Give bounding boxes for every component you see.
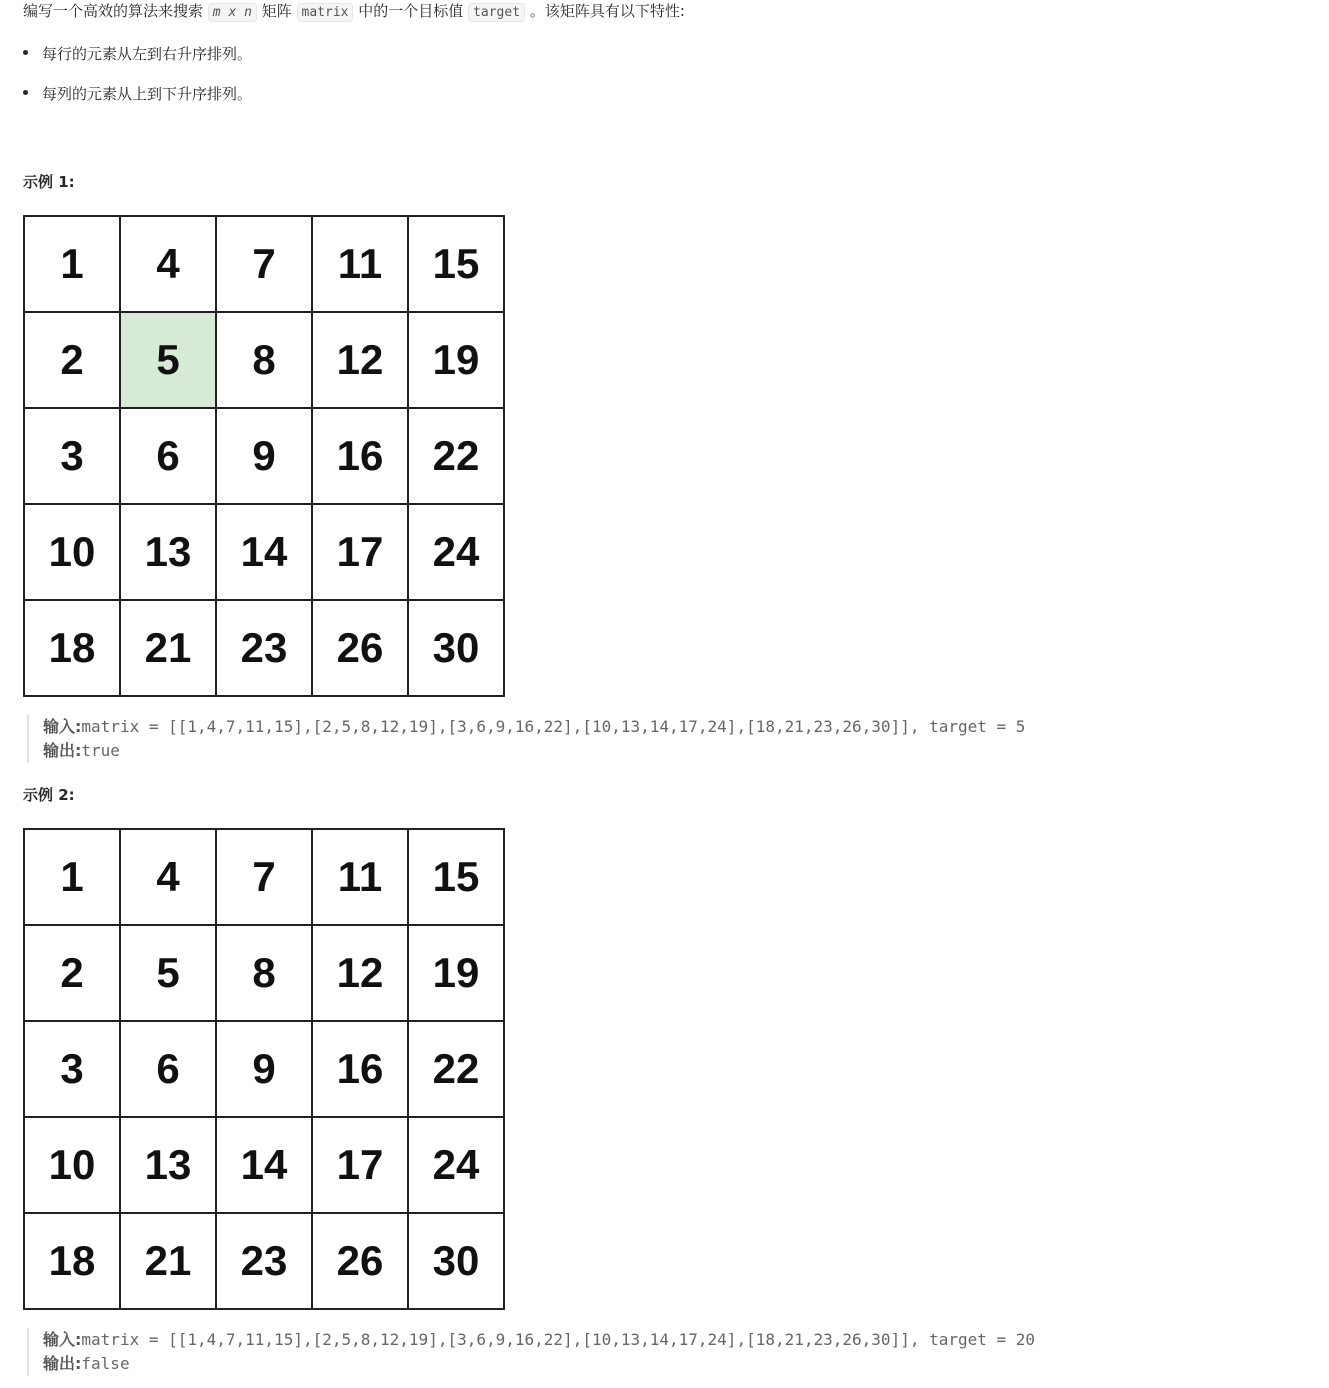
matrix-cell: 13 bbox=[121, 505, 217, 601]
code-target: target bbox=[468, 3, 525, 22]
matrix-cell: 8 bbox=[217, 313, 313, 409]
matrix-cell: 14 bbox=[217, 1118, 313, 1214]
matrix-cell: 2 bbox=[25, 313, 121, 409]
matrix-cell-highlighted: 5 bbox=[121, 313, 217, 409]
matrix-cell: 5 bbox=[121, 926, 217, 1022]
example-1-title: 示例 1: bbox=[23, 173, 75, 191]
example-2-input-line bbox=[43, 1328, 1035, 1352]
matrix-cell: 17 bbox=[313, 1118, 409, 1214]
matrix-cell: 13 bbox=[121, 1118, 217, 1214]
matrix-cell: 15 bbox=[409, 217, 505, 313]
matrix-cell: 10 bbox=[25, 505, 121, 601]
matrix-cell: 15 bbox=[409, 830, 505, 926]
bullet-text: 每行的元素从左到右升序排列。 bbox=[42, 45, 253, 63]
example-1-output-line bbox=[43, 739, 1025, 763]
matrix-cell: 7 bbox=[217, 217, 313, 313]
intro-text-1: 编写一个高效的算法来搜索 bbox=[23, 2, 204, 20]
matrix-cell: 8 bbox=[217, 926, 313, 1022]
matrix-cell: 23 bbox=[217, 1214, 313, 1310]
matrix-cell: 22 bbox=[409, 1022, 505, 1118]
matrix-cell: 11 bbox=[313, 217, 409, 313]
bullet-dot-icon bbox=[23, 90, 28, 95]
matrix-cell: 9 bbox=[217, 409, 313, 505]
output-value: false bbox=[81, 1354, 130, 1373]
matrix-cell: 10 bbox=[25, 1118, 121, 1214]
matrix-cell: 26 bbox=[313, 1214, 409, 1310]
matrix-cell: 4 bbox=[121, 217, 217, 313]
input-label: 输入: bbox=[43, 717, 82, 736]
input-label: 输入: bbox=[43, 1330, 82, 1349]
matrix-cell: 30 bbox=[409, 601, 505, 697]
matrix-cell: 14 bbox=[217, 505, 313, 601]
matrix-cell: 19 bbox=[409, 926, 505, 1022]
input-value: matrix = [[1,4,7,11,15],[2,5,8,12,19],[3,6,9,16,22],[10,13,14,17,24],[18,21,23,26,30]], target = 20 bbox=[81, 1330, 1036, 1349]
input-value: matrix = [[1,4,7,11,15],[2,5,8,12,19],[3,6,9,16,22],[10,13,14,17,24],[18,21,23,26,30]], target = 5 bbox=[81, 717, 1026, 736]
matrix-cell: 11 bbox=[313, 830, 409, 926]
matrix-cell: 22 bbox=[409, 409, 505, 505]
matrix-cell: 21 bbox=[121, 1214, 217, 1310]
code-matrix: matrix bbox=[297, 3, 354, 22]
example-1-matrix bbox=[23, 215, 505, 697]
matrix-cell: 1 bbox=[25, 830, 121, 926]
matrix-cell: 1 bbox=[25, 217, 121, 313]
example-1-input-line bbox=[43, 715, 1025, 739]
matrix-cell: 26 bbox=[313, 601, 409, 697]
problem-description bbox=[23, 0, 685, 24]
example-2-output-line bbox=[43, 1352, 1035, 1376]
output-value: true bbox=[81, 741, 120, 760]
matrix-cell: 23 bbox=[217, 601, 313, 697]
code-mxn: m x n bbox=[208, 3, 257, 22]
matrix-cell: 9 bbox=[217, 1022, 313, 1118]
matrix-cell: 12 bbox=[313, 926, 409, 1022]
bullet-text: 每列的元素从上到下升序排列。 bbox=[42, 85, 253, 103]
example-1-io bbox=[27, 715, 1025, 763]
matrix-cell: 6 bbox=[121, 1022, 217, 1118]
matrix-cell: 16 bbox=[313, 409, 409, 505]
matrix-cell: 18 bbox=[25, 1214, 121, 1310]
bullet-item bbox=[23, 43, 252, 65]
matrix-cell: 16 bbox=[313, 1022, 409, 1118]
example-2-title: 示例 2: bbox=[23, 786, 75, 804]
matrix-cell: 3 bbox=[25, 1022, 121, 1118]
matrix-cell: 2 bbox=[25, 926, 121, 1022]
intro-text-4: 。该矩阵具有以下特性: bbox=[529, 2, 685, 20]
output-label: 输出: bbox=[43, 1354, 82, 1373]
matrix-cell: 3 bbox=[25, 409, 121, 505]
output-label: 输出: bbox=[43, 741, 82, 760]
matrix-cell: 4 bbox=[121, 830, 217, 926]
matrix-cell: 17 bbox=[313, 505, 409, 601]
example-2-io bbox=[27, 1328, 1035, 1376]
matrix-cell: 6 bbox=[121, 409, 217, 505]
intro-text-2: 矩阵 bbox=[261, 2, 292, 20]
matrix-cell: 7 bbox=[217, 830, 313, 926]
bullet-dot-icon bbox=[23, 50, 28, 55]
matrix-cell: 30 bbox=[409, 1214, 505, 1310]
bullet-item bbox=[23, 83, 252, 105]
matrix-cell: 24 bbox=[409, 505, 505, 601]
example-2-matrix bbox=[23, 828, 505, 1310]
matrix-cell: 19 bbox=[409, 313, 505, 409]
matrix-cell: 18 bbox=[25, 601, 121, 697]
matrix-cell: 24 bbox=[409, 1118, 505, 1214]
matrix-cell: 12 bbox=[313, 313, 409, 409]
matrix-cell: 21 bbox=[121, 601, 217, 697]
intro-text-3: 中的一个目标值 bbox=[358, 2, 464, 20]
